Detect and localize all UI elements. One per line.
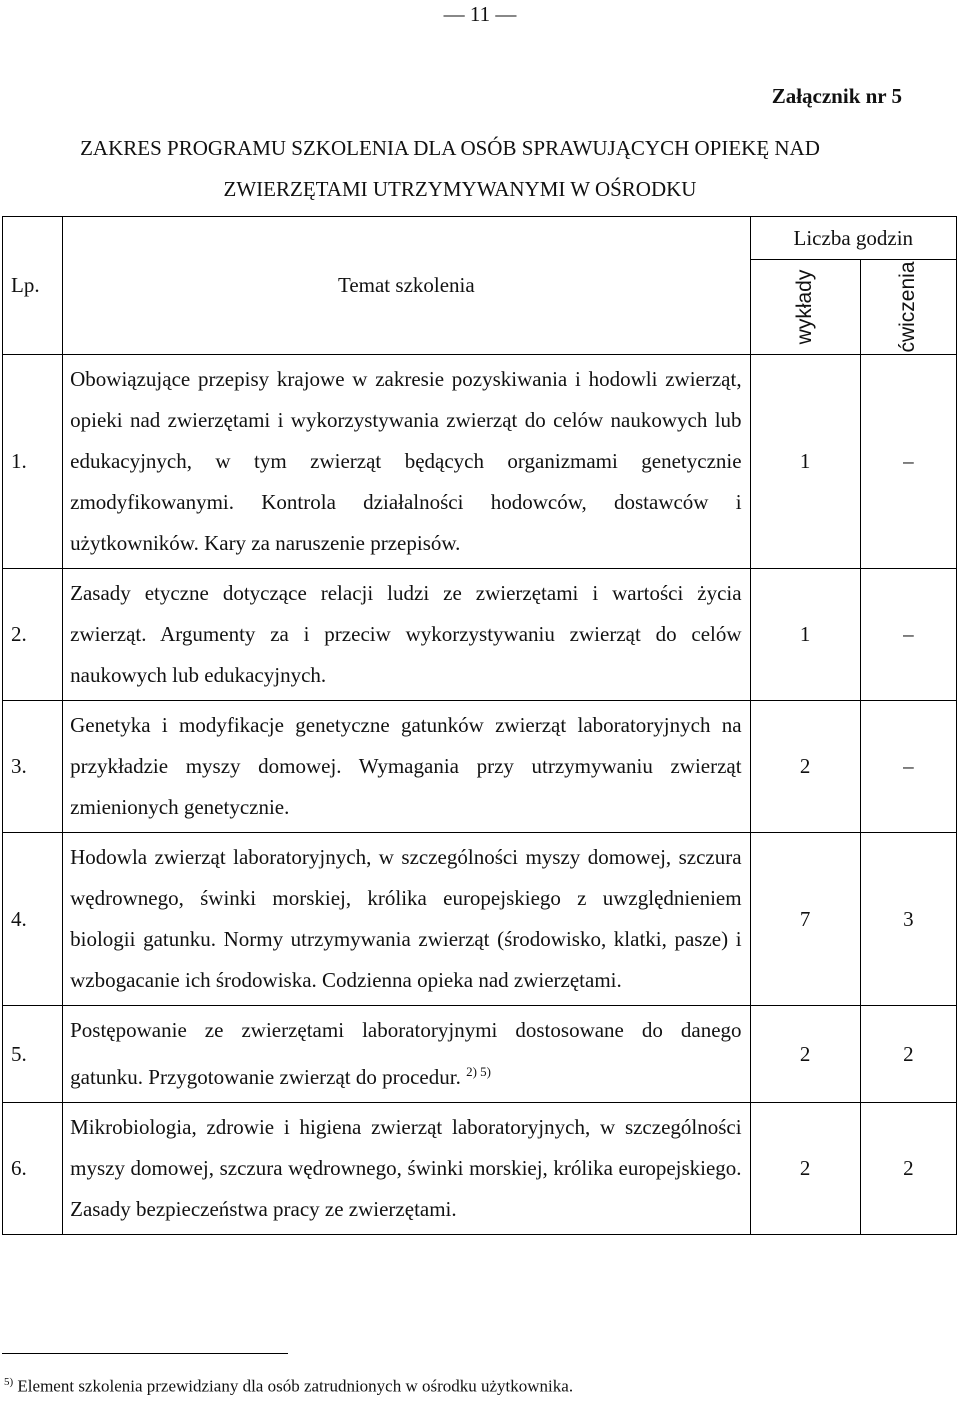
document-title-line-2: ZWIERZĘTAMI UTRZYMYWANYMI W OŚRODKU	[223, 177, 697, 201]
row-number: 3.	[3, 701, 63, 833]
row-topic: Obowiązujące przepisy krajowe w zakresie pozyskiwania i hodowli zwierząt, opieki nad zwierzętami i wykorzystywania zwierząt do celów naukowych lub edukacyjnych, w tym zwierząt będących organizmami genetycznie zmodyfikowanymi. Kontrola działalności hodowców, dostawców i użytkowników. Kary za naruszenie przepisów.	[70, 367, 742, 555]
row-lectures: 2	[750, 1103, 860, 1235]
row-number: 1.	[3, 355, 63, 569]
annex-label: Załącznik nr 5	[771, 84, 902, 108]
row-topic: Mikrobiologia, zdrowie i higiena zwierząt laboratoryjnych, w szczególności myszy domowej, szczura wędrownego, świnki morskiej, królika europejskiego. Zasady bezpieczeństwa pracy ze zwierzętami.	[70, 1115, 742, 1221]
row-topic: Zasady etyczne dotyczące relacji ludzi ze zwierzętami i wartości życia zwierząt. Argumenty za i przeciw wykorzystywaniu zwierząt do celów naukowych lub edukacyjnych.	[70, 581, 742, 687]
row-topic-wrap	[63, 1006, 749, 1102]
header-lectures-cell	[750, 260, 860, 355]
row-topic: Postępowanie ze zwierzętami laboratoryjnymi dostosowane do danego gatunku. Przygotowanie zwierząt do procedur.	[70, 1018, 742, 1089]
row-lectures: 2	[750, 1006, 860, 1103]
document-title-line-1: ZAKRES PROGRAMU SZKOLENIA DLA OSÓB SPRAWUJĄCYCH OPIEKĘ NAD	[80, 136, 820, 160]
training-program-table	[2, 216, 957, 1235]
header-exercises-cell	[860, 260, 956, 355]
footnote-separator	[2, 1353, 288, 1354]
header-exercises: ćwiczenia	[896, 261, 920, 353]
row-exercises: –	[860, 355, 956, 569]
row-lectures: 1	[750, 355, 860, 569]
table-row	[3, 1006, 957, 1103]
row-exercises: 2	[860, 1006, 956, 1103]
footnote-text: Element szkolenia przewidziany dla osób zatrudnionych w ośrodku użytkownika.	[17, 1376, 574, 1396]
header-topic: Temat szkolenia	[63, 217, 750, 355]
row-exercises: 3	[860, 833, 956, 1006]
header-lectures: wykłady	[793, 269, 817, 345]
table-row	[3, 1103, 957, 1235]
row-lectures: 7	[750, 833, 860, 1006]
row-exercises: 2	[860, 1103, 956, 1235]
page-number: — 11 —	[443, 2, 517, 26]
footnote-reference: 2) 5)	[466, 1064, 492, 1079]
table-row	[3, 701, 957, 833]
row-lectures: 1	[750, 569, 860, 701]
header-hours: Liczba godzin	[750, 217, 956, 260]
row-topic: Genetyka i modyfikacje genetyczne gatunków zwierząt laboratoryjnych na przykładzie myszy domowej. Wymagania przy utrzymywaniu zwierząt zmienionych genetycznie.	[70, 713, 742, 819]
footnote	[4, 1376, 573, 1397]
table-row	[3, 833, 957, 1006]
row-number: 5.	[3, 1006, 63, 1103]
row-topic: Hodowla zwierząt laboratoryjnych, w szczególności myszy domowej, szczura wędrownego, świnki morskiej, królika europejskiego z uwzględnieniem biologii gatunku. Normy utrzymywania zwierząt (środowisko, klatki, pasze) i wzbogacanie ich środowiska. Codzienna opieka nad zwierzętami.	[70, 845, 742, 992]
row-lectures: 2	[750, 701, 860, 833]
row-number: 6.	[3, 1103, 63, 1235]
row-number: 2.	[3, 569, 63, 701]
footnote-marker: 5)	[4, 1376, 14, 1388]
table-row	[3, 569, 957, 701]
header-lp: Lp.	[3, 217, 63, 355]
row-number: 4.	[3, 833, 63, 1006]
table-row	[3, 355, 957, 569]
row-exercises: –	[860, 569, 956, 701]
row-exercises: –	[860, 701, 956, 833]
